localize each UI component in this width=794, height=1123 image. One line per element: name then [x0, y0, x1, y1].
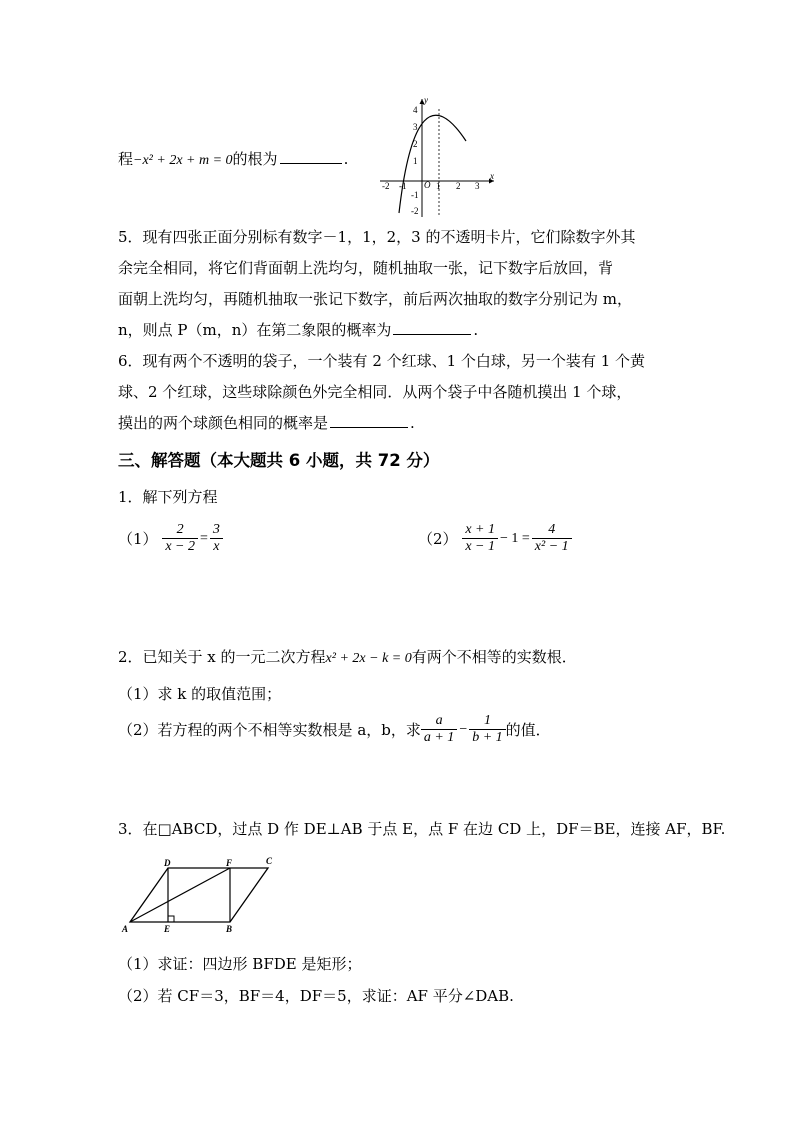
parallelogram-diagram	[118, 852, 283, 934]
q5-line-1: 5．现有四张正面分别标有数字－1，1，2，3 的不透明卡片，它们除数字外其	[118, 228, 636, 246]
x-tick-label: 2	[456, 181, 461, 191]
parabola-curve	[399, 115, 466, 213]
answer-blank[interactable]	[280, 149, 342, 164]
x-tick-label: 1	[436, 181, 441, 191]
q5-line-2: 余完全相同，将它们背面朝上洗均匀，随机抽取一张，记下数字后放回，背	[118, 259, 614, 277]
answer-blank[interactable]	[393, 320, 471, 335]
q4-answer-line: 程−x² + 2x + m = 0的根为 .	[118, 150, 349, 168]
fraction: $\frac{1}{b + 1}$	[469, 713, 505, 746]
vertex-label-b: B	[226, 924, 233, 934]
problem-1-part-1: （1） $\frac{2}{x - 2}$ = $\frac{3}{x}$	[118, 522, 223, 555]
right-angle-mark	[168, 916, 174, 922]
vertex-label-e: E	[164, 924, 171, 934]
problem-2-stem: 2．已知关于 x 的一元二次方程x² + 2x − k = 0有两个不相等的实数根．	[118, 648, 577, 666]
parallelogram-abcd	[130, 868, 268, 922]
vertex-label-c: C	[266, 856, 273, 866]
problem-1-title: 1．解下列方程	[118, 488, 218, 506]
vertex-label-a: A	[122, 924, 129, 934]
vertex-label-f: F	[226, 858, 233, 868]
fraction: $\frac{3}{x}$	[210, 522, 223, 555]
fraction: $\frac{a}{a + 1}$	[421, 713, 457, 746]
problem-3-stem: 3．在□ABCD，过点 D 作 DE⊥AB 于点 E，点 F 在边 CD 上，DF＝BE，连接 AF，BF.	[118, 820, 726, 838]
q6-line-3: 摸出的两个球颜色相同的概率是 .	[118, 414, 415, 432]
q6-line-2: 球、2 个红球，这些球除颜色外完全相同．从两个袋子中各随机摸出 1 个球，	[118, 383, 632, 401]
problem-2-part-2: （2）若方程的两个不相等实数根是 a，b，求 $\frac{a}{a + 1}$ − $\frac{1}{b + 1}$ 的值．	[118, 713, 551, 745]
y-tick-label: -1	[411, 190, 419, 200]
x-tick-label: 3	[475, 181, 480, 191]
q5-line-4: n，则点 P（m，n）在第二象限的概率为 .	[118, 321, 479, 339]
problem-1-part-2: （2） $\frac{x + 1}{x - 1}$ − 1 = $\frac{4}{\text{x² − 1}}$	[418, 522, 572, 555]
section-heading: 三、解答题（本大题共 6 小题，共 72 分）	[118, 451, 440, 470]
fraction: $\frac{x + 1}{x - 1}$	[462, 522, 498, 555]
fraction: $\frac{4}{\text{x² − 1}}$	[532, 522, 572, 555]
segment-af	[130, 868, 230, 922]
y-axis-label: y	[424, 95, 428, 105]
problem-3-part-2: （2）若 CF＝3，BF＝4，DF＝5，求证：AF 平分∠DAB.	[118, 987, 514, 1005]
y-tick-label: 2	[413, 139, 418, 149]
parabola-graph	[376, 95, 500, 219]
y-tick-label: 4	[413, 105, 418, 115]
x-tick-label: -1	[399, 181, 407, 191]
fraction: $\frac{2}{x - 2}$	[162, 522, 198, 555]
q6-line-1: 6．现有两个不透明的袋子，一个装有 2 个红球、1 个白球，另一个装有 1 个黄	[118, 352, 646, 370]
y-tick-label: -2	[411, 206, 419, 216]
x-axis-label: x	[490, 171, 494, 181]
vertex-label-d: D	[164, 858, 171, 868]
y-tick-label: 3	[413, 122, 418, 132]
answer-blank[interactable]	[330, 413, 408, 428]
y-tick-label: 1	[413, 156, 418, 166]
problem-2-part-1: （1）求 k 的取值范围；	[118, 685, 282, 703]
problem-3-part-1: （1）求证：四边形 BFDE 是矩形；	[118, 955, 362, 973]
x-tick-label: -2	[382, 181, 390, 191]
origin-label: O	[424, 180, 431, 190]
q5-line-3: 面朝上洗均匀，再随机抽取一张记下数字，前后两次抽取的数字分别记为 m，	[118, 290, 632, 308]
